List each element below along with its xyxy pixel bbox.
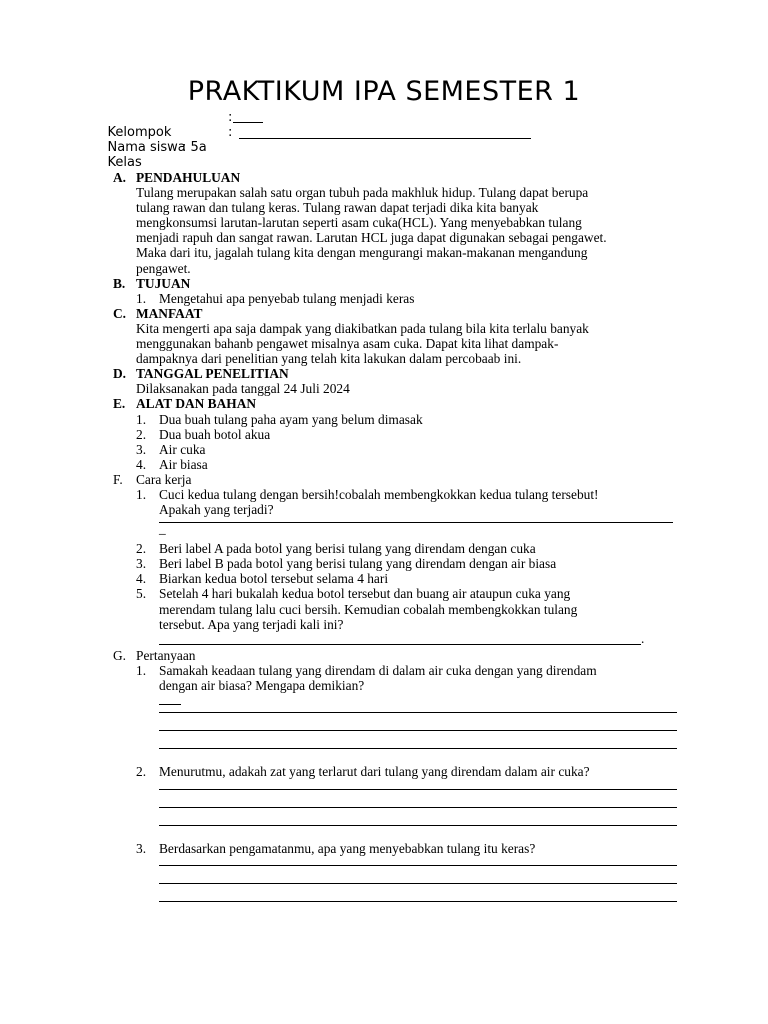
item-number: 2. [136,541,147,557]
item-text: Air cuka [159,441,206,457]
paragraph-line: Maka dari itu, jagalah tulang kita dengan mengurangi makan-makanan mengandung [136,245,588,261]
list-item [136,487,683,535]
question-text: dengan air biasa? Mengapa demikian? [159,677,365,693]
answer-line[interactable] [159,901,677,902]
section-d-heading [113,366,683,381]
item-number: 1. [136,486,147,502]
nama-label: Nama siswa [107,140,186,155]
page-title: PRAKTIKUM IPA SEMESTER 1 [187,76,581,107]
item-text: Mengetahui apa penyebab tulang menjadi keras [159,290,415,306]
kelas-value: : 5a [182,140,207,155]
answer-line[interactable] [159,789,677,790]
tanggal-text: Dilaksanakan pada tanggal 24 Juli 2024 [136,381,350,397]
section-letter: A. [113,170,127,185]
list-item [136,291,683,306]
section-c-heading [113,306,683,321]
answer-trail: _ [159,521,166,537]
paragraph-line: tulang rawan dan tulang keras. Tulang rawan dapat terjadi dika kita banyak [136,200,539,216]
item-number: 5. [136,586,147,602]
manfaat-paragraph [136,321,683,366]
question-number: 1. [136,662,147,678]
kelas-label: Kelas [107,155,142,170]
worksheet-body [113,170,683,902]
item-text: Apakah yang terjadi? [159,502,274,518]
list-item [136,556,683,571]
item-text: Setelah 4 hari bukalah kedua botol tersebut dan buang air ataupun cuka yang [159,586,571,602]
section-letter: E. [113,396,126,412]
section-title: Cara kerja [136,471,192,487]
list-item [136,457,683,472]
question-number: 3. [136,841,147,857]
kelompok-blank[interactable] [233,122,263,123]
question-item [136,841,683,902]
nama-blank[interactable] [239,138,531,139]
item-number: 2. [136,426,147,442]
list-item [136,586,683,644]
kelompok-label: Kelompok [107,125,172,140]
section-title: Pertanyaan [136,647,196,663]
section-a-heading [113,170,683,185]
item-number: 1. [136,290,147,306]
item-text: Biarkan kedua botol tersebut selama 4 hari [159,571,389,587]
item-number: 3. [136,556,147,572]
item-text: tersebut. Apa yang terjadi kali ini? [159,616,344,632]
paragraph-line: Tulang merupakan salah satu organ tubuh pada makhluk hidup. Tulang dapat berupa [136,185,589,201]
list-item [136,541,683,556]
list-item [136,442,683,457]
section-title: ALAT DAN BAHAN [136,396,257,412]
answer-line[interactable] [159,825,677,826]
answer-start-blank [159,693,181,705]
section-letter: F. [113,471,123,487]
nama-colon: : [228,125,233,140]
item-text: Dua buah tulang paha ayam yang belum dimasak [159,411,423,427]
section-title: TANGGAL PENELITIAN [136,366,289,382]
item-text: Beri label A pada botol yang berisi tulang yang direndam dengan cuka [159,541,536,557]
item-number: 1. [136,411,147,427]
section-f-heading [113,472,683,487]
item-number: 3. [136,441,147,457]
paragraph-line: pengawet. [136,260,191,276]
section-g-heading [113,648,683,663]
answer-line[interactable] [159,807,677,808]
pendahuluan-paragraph [136,185,683,276]
section-letter: G. [113,647,127,663]
question-number: 2. [136,764,147,779]
section-title: MANFAAT [136,305,203,321]
section-letter: B. [113,275,126,291]
item-text: merendam tulang lalu cuci bersih. Kemudian cobalah membengkokkan tulang [159,601,578,617]
section-letter: C. [113,305,127,321]
answer-trail: . [641,630,645,646]
question-text: Menurutmu, adakah zat yang terlarut dari tulang yang direndam dalam air cuka? [159,764,590,779]
item-text: Dua buah botol akua [159,426,271,442]
paragraph-line: Kita mengerti apa saja dampak yang diakibatkan pada tulang bila kita terlalu banyak [136,320,589,336]
question-item [136,663,683,749]
section-e-heading [113,396,683,411]
answer-line[interactable] [159,712,677,713]
section-letter: D. [113,366,127,382]
question-item [136,764,683,826]
answer-line[interactable] [159,730,677,731]
item-text: Beri label B pada botol yang berisi tulang yang direndam dengan air biasa [159,556,557,572]
answer-line[interactable] [159,865,677,866]
item-number: 4. [136,571,147,587]
answer-line[interactable] [159,644,641,645]
paragraph-line: dampaknya dari penelitian yang telah kita lakukan dalam percobaab ini. [136,351,522,367]
question-text: Samakah keadaan tulang yang direndam di dalam air cuka dengan yang direndam [159,662,597,678]
section-title: PENDAHULUAN [136,170,241,185]
paragraph-line: menggunakan bahanb pengawet misalnya asam cuka. Dapat kita lihat dampak- [136,336,559,352]
list-item [136,571,683,586]
list-item [136,412,683,427]
paragraph-line: menjadi rapuh dan sangat rawan. Larutan HCL juga dapat digunakan sebagai pengawet. [136,230,607,246]
item-number: 4. [136,456,147,472]
paragraph-line: mengkonsumsi larutan-larutan seperti asam cuka(HCL). Yang menyebabkan tulang [136,215,582,231]
section-b-heading [113,276,683,291]
question-text: Berdasarkan pengamatanmu, apa yang menyebabkan tulang itu keras? [159,841,536,857]
answer-line[interactable] [159,748,677,749]
kelompok-colon: : [228,110,233,125]
answer-line[interactable] [159,883,677,884]
item-text: Air biasa [159,456,208,472]
item-text: Cuci kedua tulang dengan bersih!cobalah membengkokkan kedua tulang tersebut! [159,486,599,502]
section-title: TUJUAN [136,275,191,291]
list-item [136,427,683,442]
